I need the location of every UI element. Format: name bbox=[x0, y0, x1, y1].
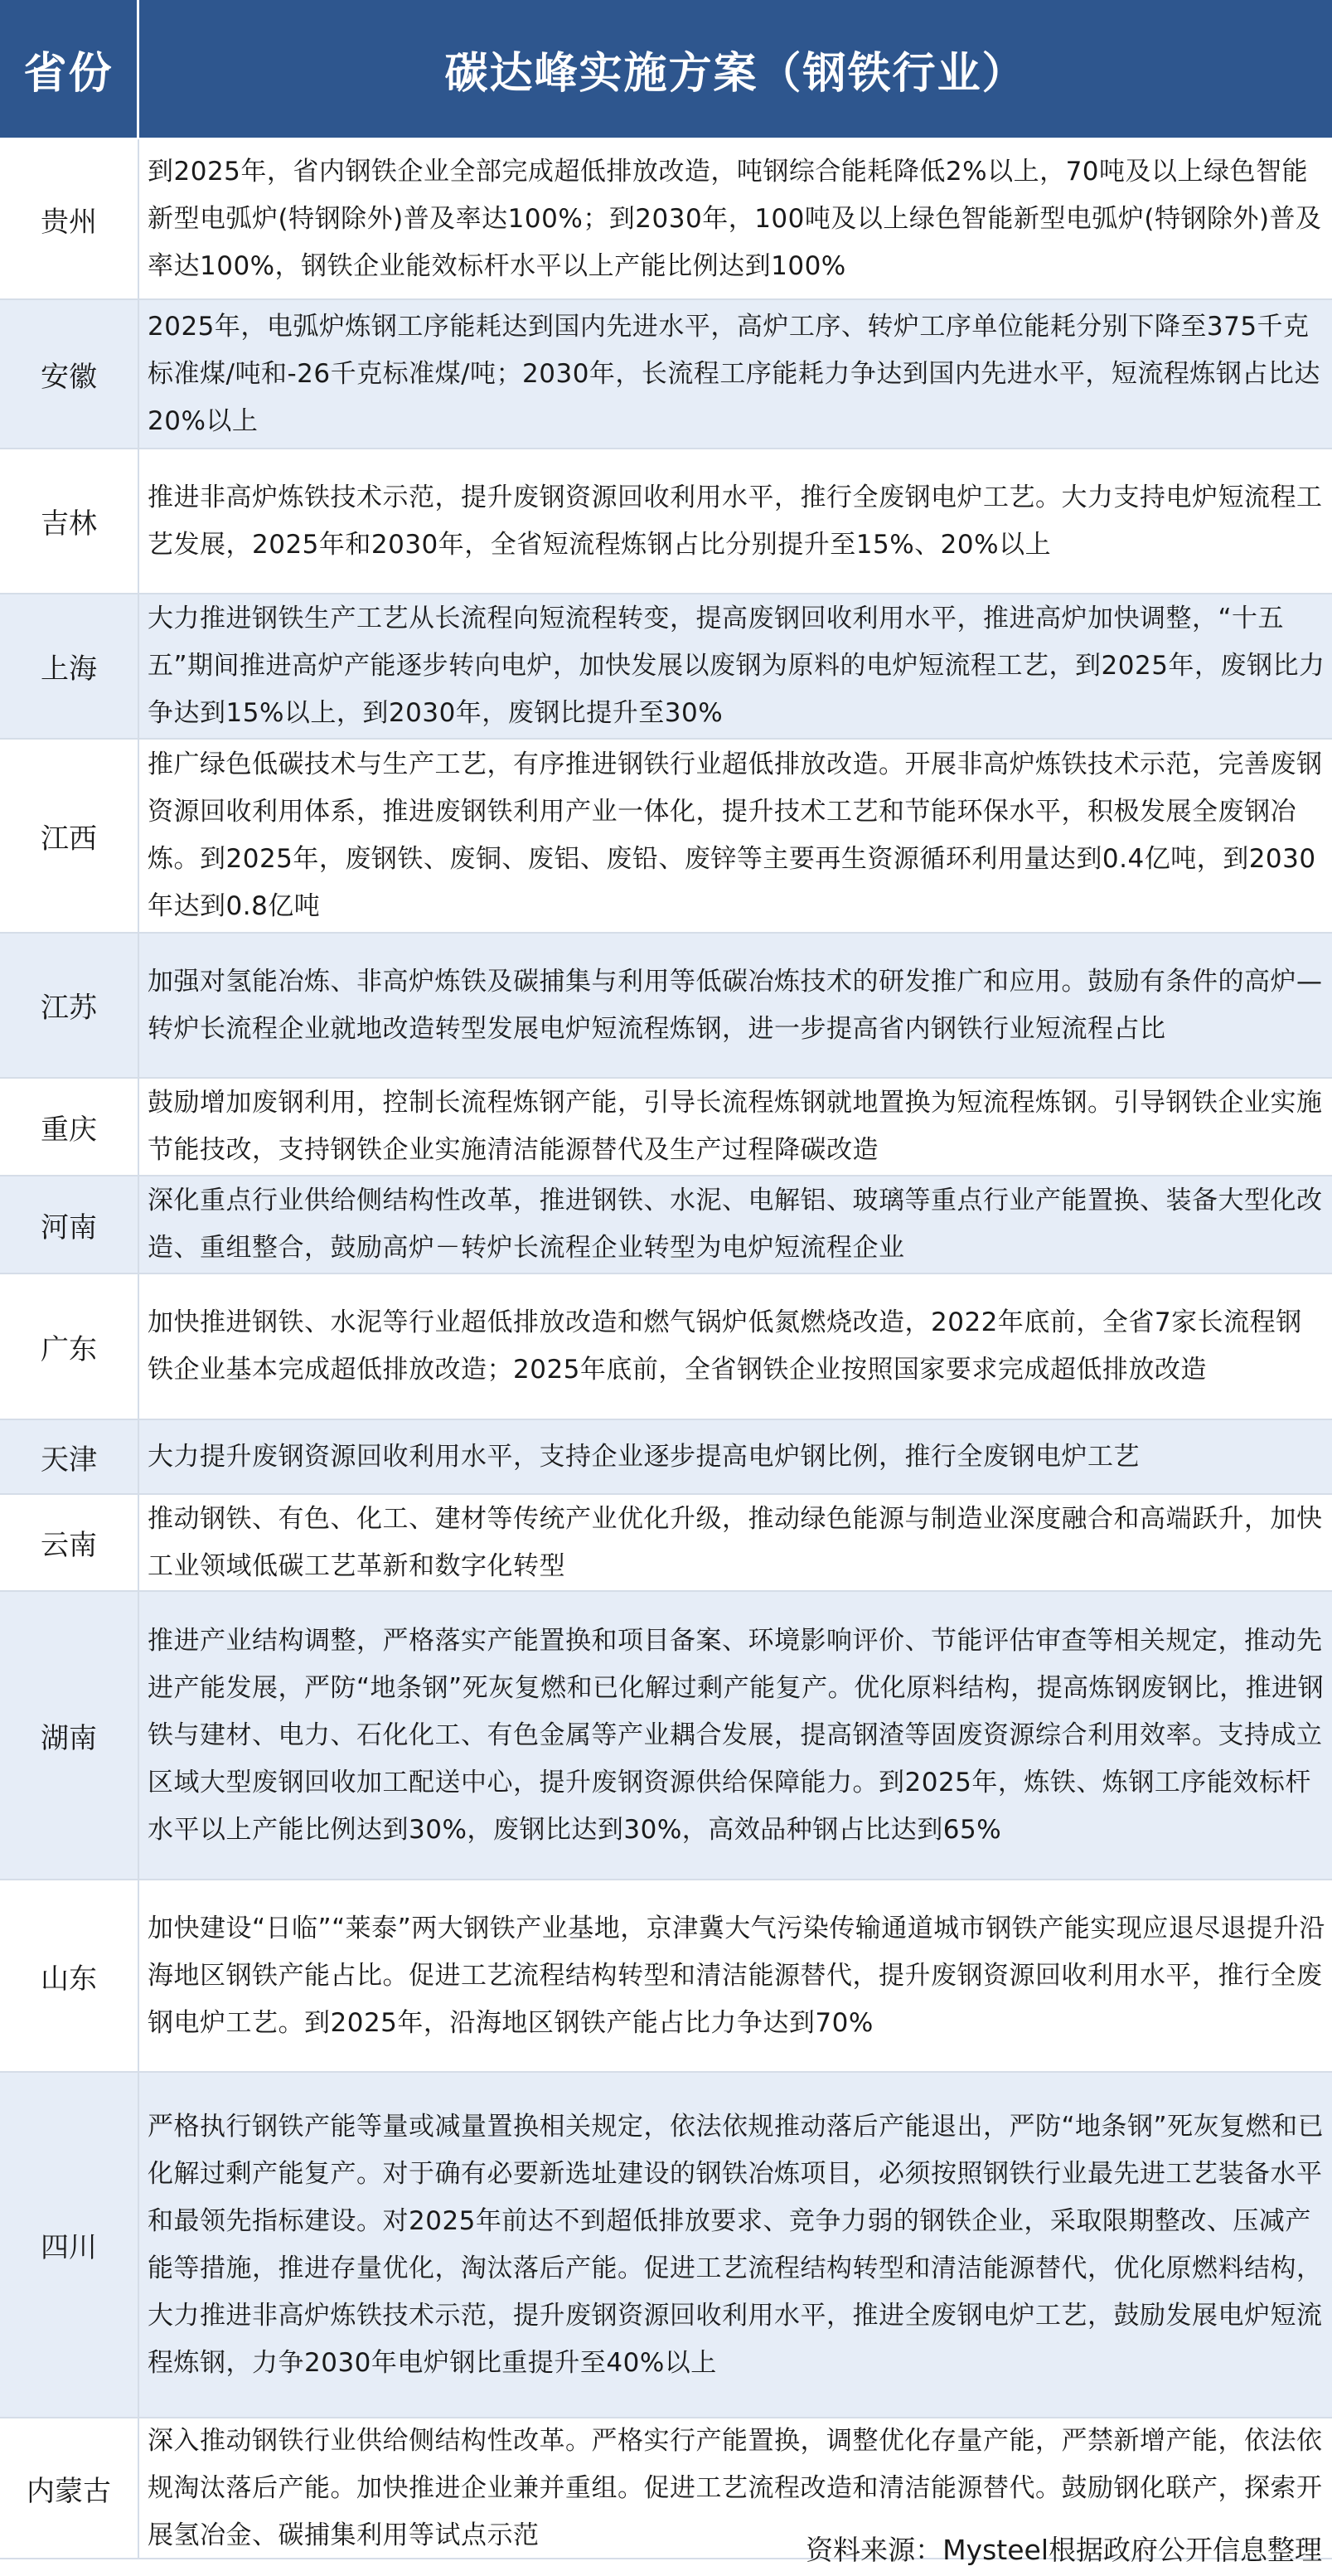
plan-cell bbox=[139, 300, 1332, 448]
plan-cell bbox=[139, 594, 1332, 738]
table-row bbox=[0, 594, 1332, 740]
province-cell: 吉林 bbox=[0, 449, 139, 593]
plan-cell bbox=[139, 740, 1332, 932]
table-row bbox=[0, 300, 1332, 449]
plan-column-header: 碳达峰实施方案（钢铁行业） bbox=[139, 0, 1332, 138]
plan-text: 深化重点行业供给侧结构性改革，推进钢铁、水泥、电解铝、玻璃等重点行业产能置换、装备大型化改造、重组整合，鼓励高炉－转炉长流程企业转型为电炉短流程企业 bbox=[148, 1186, 1323, 1263]
plan-text: 大力推进钢铁生产工艺从长流程向短流程转变，提高废钢回收利用水平，推进高炉加快调整，“十五五”期间推进高炉产能逐步转向电炉，加快发展以废钢为原料的电炉短流程工艺，到2025年，废钢比力争达到15%以上，到2030年，废钢比提升至30% bbox=[148, 604, 1325, 728]
province-column-header: 省份 bbox=[0, 0, 139, 138]
table-row bbox=[0, 1420, 1332, 1495]
province-cell: 云南 bbox=[0, 1495, 139, 1590]
plan-text: 2025年，电弧炉炼钢工序能耗达到国内先进水平，高炉工序、转炉工序单位能耗分别下降至375千克标准煤/吨和-26千克标准煤/吨；2030年，长流程工序能耗力争达到国内先进水平，短流程炼钢占比达20%以上 bbox=[148, 311, 1320, 436]
plan-cell bbox=[139, 1592, 1332, 1879]
plan-text: 推进产业结构调整，严格落实产能置换和项目备案、环境影响评价、节能评估审查等相关规定，推动先进产能发展，严防“地条钢”死灰复燃和已化解过剩产能复产。优化原料结构，提高炼钢废钢比，推进钢铁与建材、电力、石化化工、有色金属等产业耦合发展，提高钢渣等固废资源综合利用效率。支持成立区域大型废钢回收加工配送中心，提升废钢资源供给保障能力。到2025年，炼铁、炼钢工序能效标杆水平以上产能比例达到30%，废钢比达到30%，高效品种钢占比达到65% bbox=[148, 1625, 1325, 1845]
province-cell: 安徽 bbox=[0, 300, 139, 448]
province-cell: 河南 bbox=[0, 1176, 139, 1273]
plan-text: 加快推进钢铁、水泥等行业超低排放改造和燃气锅炉低氮燃烧改造，2022年底前，全省7家长流程钢铁企业基本完成超低排放改造；2025年底前，全省钢铁企业按照国家要求完成超低排放改造 bbox=[148, 1307, 1302, 1385]
plan-text: 推进非高炉炼铁技术示范，提升废钢资源回收利用水平，推行全废钢电炉工艺。大力支持电炉短流程工艺发展，2025年和2030年，全省短流程炼钢占比分别提升至15%、20%以上 bbox=[148, 482, 1323, 560]
plan-text: 大力提升废钢资源回收利用水平，支持企业逐步提高电炉钢比例，推行全废钢电炉工艺 bbox=[148, 1441, 1140, 1472]
plan-cell bbox=[139, 1880, 1332, 2071]
plan-text: 严格执行钢铁产能等量或减量置换相关规定，依法依规推动落后产能退出，严防“地条钢”死灰复燃和已化解过剩产能复产。对于确有必要新选址建设的钢铁冶炼项目，必须按照钢铁行业最先进工艺装备水平和最领先指标建设。对2025年前达不到超低排放要求、竞争力弱的钢铁企业，采取限期整改、压减产能等措施，推进存量优化，淘汰落后产能。促进工艺流程结构转型和清洁能源替代，优化原燃料结构，大力推进非高炉炼铁技术示范，提升废钢资源回收利用水平，推进全废钢电炉工艺，鼓励发展电炉短流程炼钢，力争2030年电炉钢比重提升至40%以上 bbox=[148, 2111, 1325, 2378]
province-cell: 湖南 bbox=[0, 1592, 139, 1879]
province-cell: 山东 bbox=[0, 1880, 139, 2071]
plan-cell bbox=[139, 934, 1332, 1077]
table-row bbox=[0, 1176, 1332, 1274]
table-row bbox=[0, 449, 1332, 594]
table-body bbox=[0, 139, 1332, 2559]
plan-text: 到2025年，省内钢铁企业全部完成超低排放改造，吨钢综合能耗降低2%以上，70吨及以上绿色智能新型电弧炉(特钢除外)普及率达100%；到2030年，100吨及以上绿色智能新型电弧炉(特钢除外)普及率达100%，钢铁企业能效标杆水平以上产能比例达到100% bbox=[148, 156, 1322, 281]
plan-cell bbox=[139, 1079, 1332, 1175]
table-row bbox=[0, 1079, 1332, 1176]
plan-cell bbox=[139, 1176, 1332, 1273]
plan-text: 鼓励增加废钢利用，控制长流程炼钢产能，引导长流程炼钢就地置换为短流程炼钢。引导钢铁企业实施节能技改，支持钢铁企业实施清洁能源替代及生产过程降碳改造 bbox=[148, 1088, 1323, 1165]
province-cell: 内蒙古 bbox=[0, 2418, 139, 2558]
table-row bbox=[0, 934, 1332, 1079]
table-row bbox=[0, 1495, 1332, 1592]
table-header bbox=[0, 0, 1332, 138]
plan-text: 加快建设“日临”“莱泰”两大钢铁产业基地，京津冀大气污染传输通道城市钢铁产能实现应退尽退提升沿海地区钢铁产能占比。促进工艺流程结构转型和清洁能源替代，提升废钢资源回收利用水平，推行全废钢电炉工艺。到2025年，沿海地区钢铁产能占比力争达到70% bbox=[148, 1913, 1325, 2038]
source-note: 资料来源：Mysteel根据政府公开信息整理 bbox=[806, 2534, 1322, 2566]
plan-cell bbox=[139, 1274, 1332, 1419]
province-cell: 天津 bbox=[0, 1420, 139, 1493]
plan-text: 深入推动钢铁行业供给侧结构性改革。严格实行产能置换，调整优化存量产能，严禁新增产能，依法依规淘汰落后产能。加快推进企业兼并重组。促进工艺流程改造和清洁能源替代。鼓励钢化联产，探索开展氢冶金、碳捕集利用等试点示范 bbox=[148, 2425, 1323, 2550]
table-row bbox=[0, 1274, 1332, 1420]
plan-cell bbox=[139, 2073, 1332, 2417]
province-cell: 江苏 bbox=[0, 934, 139, 1077]
table-row bbox=[0, 1592, 1332, 1880]
plan-text: 加强对氢能冶炼、非高炉炼铁及碳捕集与利用等低碳冶炼技术的研发推广和应用。鼓励有条件的高炉—转炉长流程企业就地改造转型发展电炉短流程炼钢，进一步提高省内钢铁行业短流程占比 bbox=[148, 966, 1323, 1044]
province-cell: 广东 bbox=[0, 1274, 139, 1419]
table-row bbox=[0, 1880, 1332, 2073]
table-row bbox=[0, 139, 1332, 300]
province-cell: 上海 bbox=[0, 594, 139, 738]
plan-cell bbox=[139, 139, 1332, 298]
table-row bbox=[0, 740, 1332, 934]
plan-cell bbox=[139, 1420, 1332, 1493]
province-cell: 四川 bbox=[0, 2073, 139, 2417]
province-cell: 贵州 bbox=[0, 139, 139, 298]
plan-text: 推动钢铁、有色、化工、建材等传统产业优化升级，推动绿色能源与制造业深度融合和高端跃升，加快工业领域低碳工艺革新和数字化转型 bbox=[148, 1503, 1323, 1581]
plan-text: 推广绿色低碳技术与生产工艺，有序推进钢铁行业超低排放改造。开展非高炉炼铁技术示范，完善废钢资源回收利用体系，推进废钢铁利用产业一体化，提升技术工艺和节能环保水平，积极发展全废钢冶炼。到2025年，废钢铁、废铜、废铝、废铅、废锌等主要再生资源循环利用量达到0.4亿吨，到2030年达到0.8亿吨 bbox=[148, 750, 1323, 921]
province-cell: 重庆 bbox=[0, 1079, 139, 1175]
plan-cell bbox=[139, 449, 1332, 593]
plan-cell bbox=[139, 1495, 1332, 1590]
province-cell: 江西 bbox=[0, 740, 139, 932]
table-row bbox=[0, 2073, 1332, 2418]
